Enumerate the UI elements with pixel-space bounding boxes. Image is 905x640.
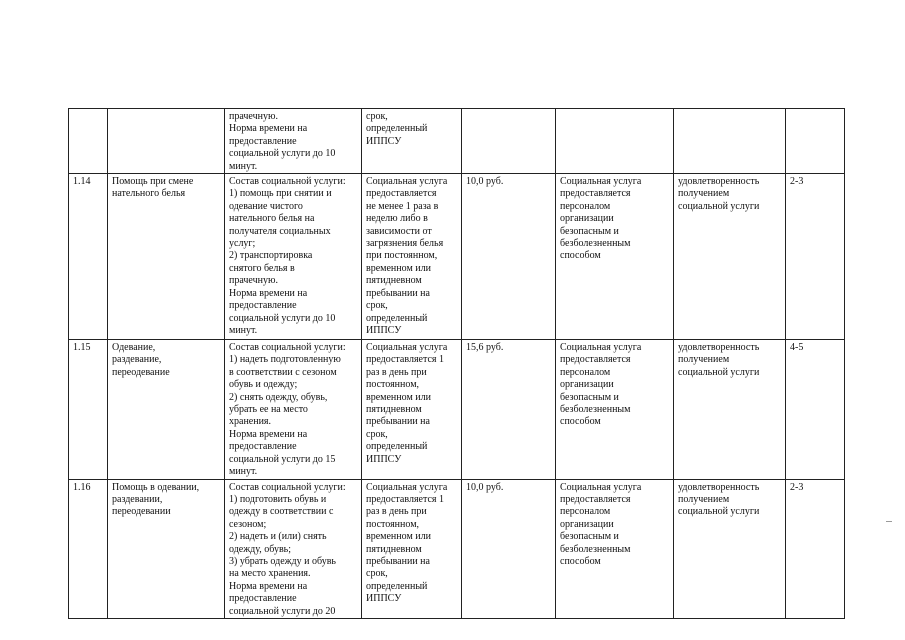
cell-evaluation xyxy=(674,109,786,174)
cell-price: 15,6 руб. xyxy=(462,340,556,479)
cell-evaluation: удовлетворенность получением социальной услуги xyxy=(674,174,786,340)
cell-quality: Социальная услуга предоставляется персоналом организации безопасным и безболезненным способом xyxy=(556,479,674,618)
table-row xyxy=(69,174,845,340)
cell-service-name: Одевание, раздевание, переодевание xyxy=(108,340,225,479)
cell-service-name: Помощь в одевании, раздевании, переодевании xyxy=(108,479,225,618)
cell-periodicity: Социальная услуга предоставляется не менее 1 раза в неделю либо в зависимости от загрязнения белья при постоянном, временном или пятидневном пребывании на срок, определенный ИППСУ xyxy=(362,174,462,340)
cell-composition: прачечную. Норма времени на предоставление социальной услуги до 10 минут. xyxy=(225,109,362,174)
table-row xyxy=(69,479,845,618)
cell-composition: Состав социальной услуги: 1) подготовить обувь и одежду в соответствии с сезоном; 2) надеть и (или) снять одежду, обувь; 3) убрать одежду и обувь на место хранения. Норма времени на предоставление социальной услуги до 20 xyxy=(225,479,362,618)
cell-quality xyxy=(556,109,674,174)
cell-periodicity: Социальная услуга предоставляется 1 раз в день при постоянном, временном или пятидневном пребывании на срок, определенный ИППСУ xyxy=(362,479,462,618)
cell-quality: Социальная услуга предоставляется персоналом организации безопасным и безболезненным способом xyxy=(556,174,674,340)
cell-composition: Состав социальной услуги: 1) надеть подготовленную в соответствии с сезоном обувь и одежду; 2) снять одежду, обувь, убрать ее на место хранения. Норма времени на предоставление социальной услуги до 15 минут. xyxy=(225,340,362,479)
cell-periodicity: срок, определенный ИППСУ xyxy=(362,109,462,174)
services-table xyxy=(68,108,845,619)
cell-periodicity: Социальная услуга предоставляется 1 раз в день при постоянном, временном или пятидневном пребывании на срок, определенный ИППСУ xyxy=(362,340,462,479)
cell-number: 1.16 xyxy=(69,479,108,618)
cell-quality: Социальная услуга предоставляется персоналом организации безопасным и безболезненным способом xyxy=(556,340,674,479)
cell-number: 1.15 xyxy=(69,340,108,479)
cell-number xyxy=(69,109,108,174)
cell-score: 4-5 xyxy=(786,340,845,479)
cell-composition: Состав социальной услуги: 1) помощь при снятии и одевание чистого нательного белья на получателя социальных услуг; 2) транспортировка снятого белья в прачечную. Норма времени на предоставление социальной услуги до 10 минут. xyxy=(225,174,362,340)
cell-price xyxy=(462,109,556,174)
cell-price: 10,0 руб. xyxy=(462,174,556,340)
cell-score: 2-3 xyxy=(786,479,845,618)
cell-evaluation: удовлетворенность получением социальной услуги xyxy=(674,340,786,479)
cell-number: 1.14 xyxy=(69,174,108,340)
cell-score xyxy=(786,109,845,174)
cell-evaluation: удовлетворенность получением социальной услуги xyxy=(674,479,786,618)
cell-price: 10,0 руб. xyxy=(462,479,556,618)
cell-score: 2-3 xyxy=(786,174,845,340)
scan-mark xyxy=(886,521,892,522)
cell-service-name: Помощь при смене нательного белья xyxy=(108,174,225,340)
table-row xyxy=(69,340,845,479)
table-row xyxy=(69,109,845,174)
cell-service-name xyxy=(108,109,225,174)
